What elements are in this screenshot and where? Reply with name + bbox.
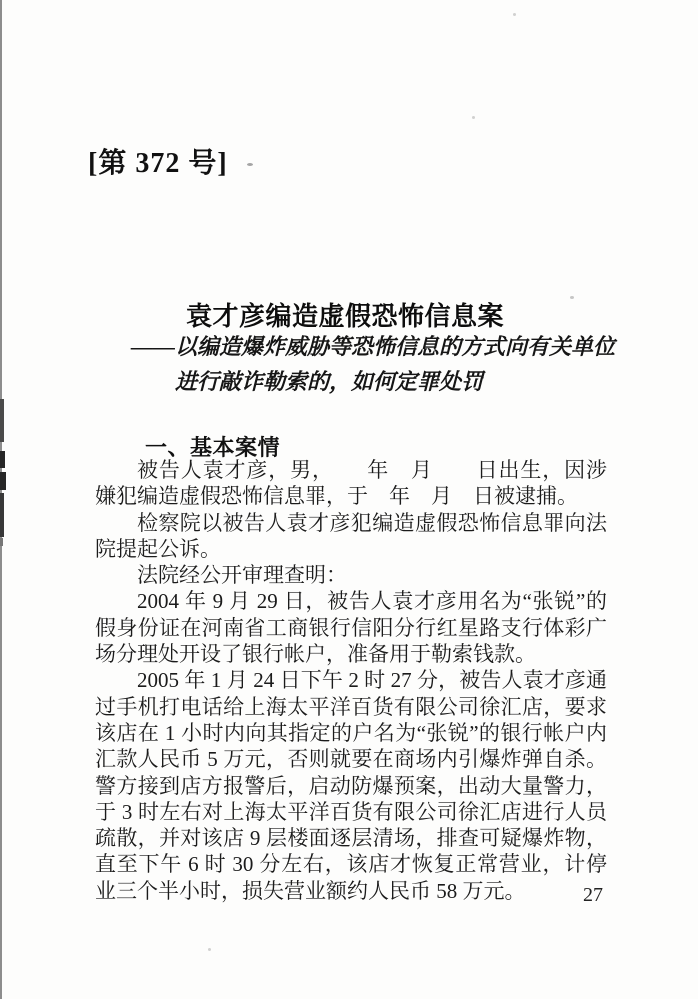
binding-smudge: [0, 493, 4, 537]
binding-smudge: [0, 451, 5, 468]
body-paragraph: 被告人袁才彦，男， 年 月 日出生，因涉嫌犯编造虚假恐怖信息罪，于 年 月 日被逮捕。: [95, 458, 607, 509]
scan-speck: [208, 948, 211, 951]
page-number: 27: [583, 884, 603, 906]
scan-speck: [513, 13, 516, 16]
case-title: 袁才彦编造虚假恐怖信息案: [185, 302, 504, 332]
subtitle-line: 进行敲诈勒索的，如何定罪处罚: [175, 369, 484, 394]
scan-speck: [472, 116, 475, 119]
binding-smudge: [0, 472, 6, 490]
case-number: [第 372 号]: [88, 148, 228, 179]
body-text: [95, 457, 607, 904]
body-paragraph: 2004 年 9 月 29 日，被告人袁才彦用名为“张锐”的假身份证在河南省工商银行信阳分行红星路支行体彩广场分理处开设了银行帐户，准备用于勒索钱款。: [95, 589, 607, 667]
binding-smudge: [0, 538, 3, 546]
scan-speck: [247, 163, 253, 166]
body-paragraph: 检察院以被告人袁才彦犯编造虚假恐怖信息罪向法院提起公诉。: [95, 510, 607, 561]
subtitle-line: ——以编造爆炸威胁等恐怖信息的方式向有关单位: [131, 334, 616, 359]
case-subtitle: [131, 329, 615, 399]
body-paragraph: 2005 年 1 月 24 日下午 2 时 27 分，被告人袁才彦通过手机打电话给上海太平洋百货有限公司徐汇店，要求该店在 1 小时内向其指定的户名为“张锐”的银行帐户内汇款人民币 5 万元，否则就要在商场内引爆炸弹自杀。警方接到店方报警后，启动防爆预案，出动大量警力，于 3 时左右对上海太平洋百货有限公司徐汇店进行人员疏散，并对该店 9 层楼面逐层清场，排查可疑爆炸物，直至下午 6 时 30 分左右，该店才恢复正常营业，计停业三个半小时，损失营业额约人民币 58 万元。: [95, 668, 607, 903]
body-paragraph: 法院经公开审理查明：: [137, 563, 347, 588]
section-heading: 一、基本案情: [145, 435, 281, 460]
binding-smudge: [0, 399, 4, 442]
